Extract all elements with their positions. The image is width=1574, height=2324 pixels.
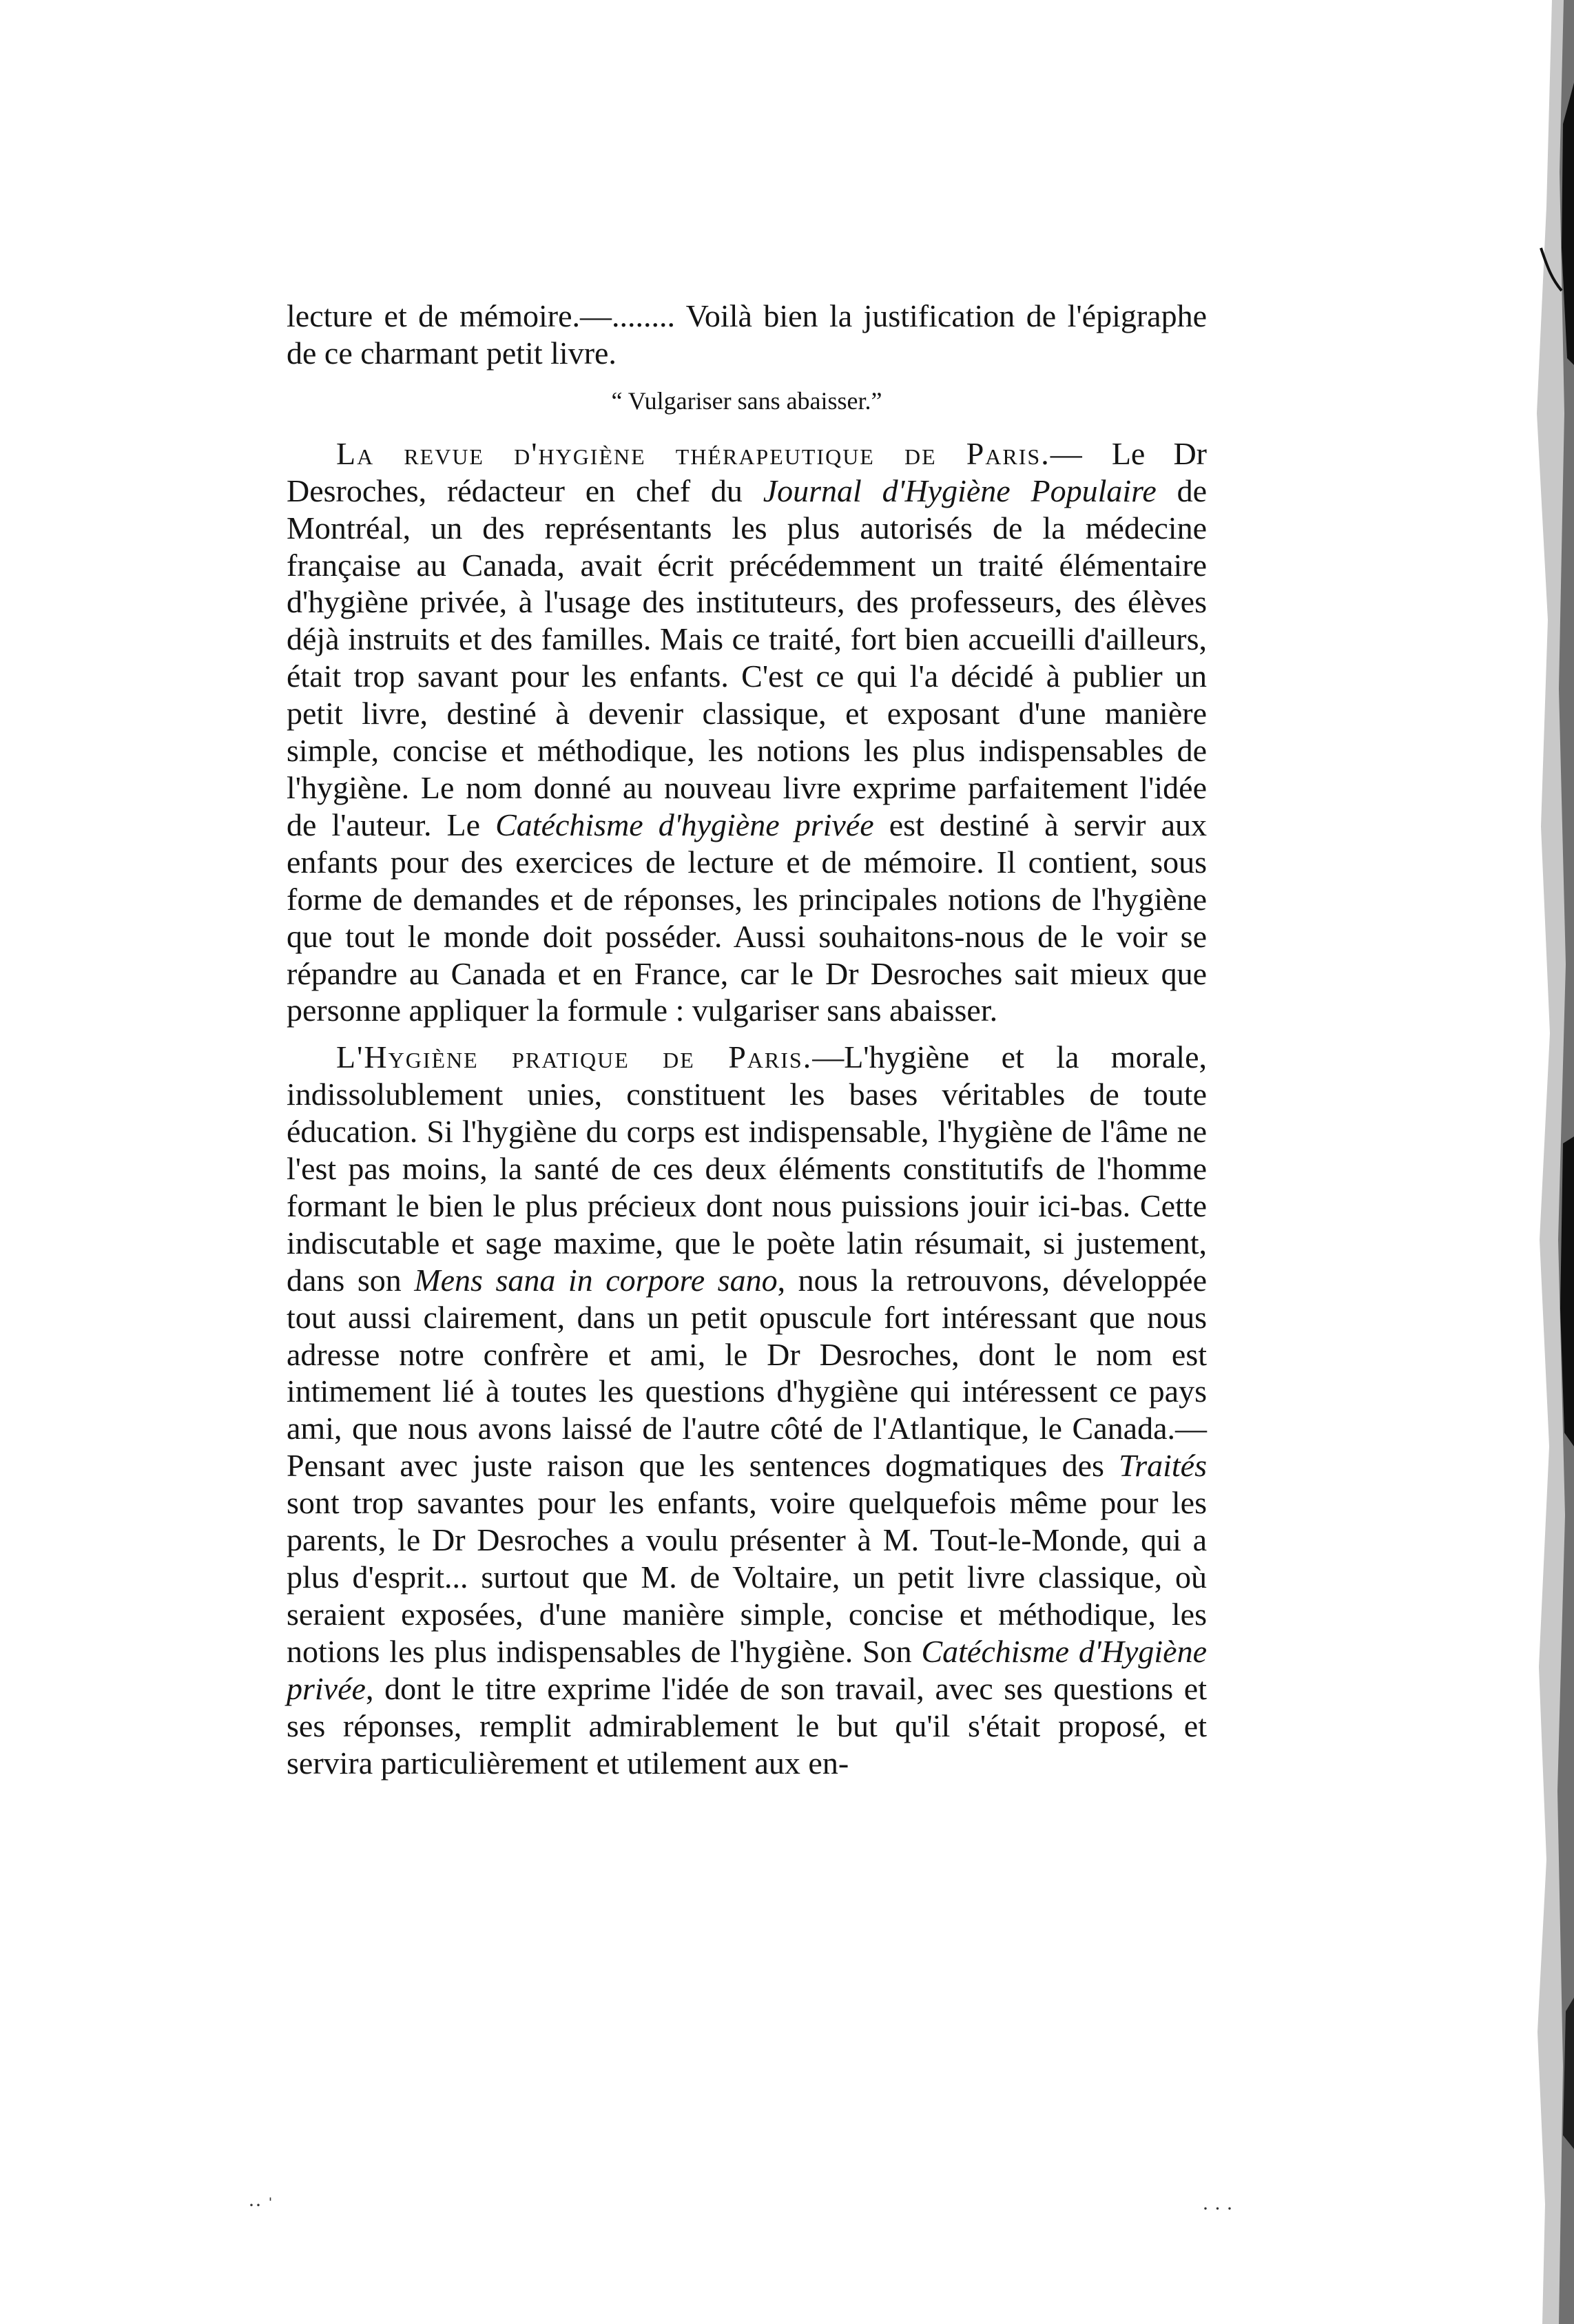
paragraph-3-heading: L'Hygiène pratique de Paris. (336, 1039, 813, 1075)
paragraph-3-italic-1: Mens sana in corpore sano (414, 1262, 778, 1298)
paragraph-continuation (287, 298, 1207, 372)
epigraph-quote: “ Vulgariser sans abaisser.” (611, 386, 882, 415)
paragraph-1-text: lecture et de mémoire.—........ Voilà bien la justification de l'épigraphe de ce charmant petit livre. (287, 298, 1207, 371)
page-text-column (287, 298, 1207, 1781)
paragraph-3-text-1: —L'hygiène et la morale, indissolublement unies, constituent les bases véritables de toute éducation. Si l'hygiène du corps est indispensable, l'hygiène de l'âme ne l'est pas moins, la santé de ces deux éléments constitutifs de l'homme formant le bien le plus précieux dont nous puissions jouir ici-bas. Cette indiscutable et sage maxime, que le poète latin résumait, si justement, dans son (287, 1039, 1207, 1298)
paragraph-2-heading: La revue d'hygiène thérapeutique de Paris.— (336, 435, 1084, 471)
paragraph-2-text-1: Le Dr Desroches, rédacteur en chef du (287, 435, 1207, 508)
paragraph-3-italic-2: Traités (1119, 1448, 1207, 1484)
bottom-left-mark: ·· ˈ (248, 2194, 274, 2217)
scanned-binding-edge (1471, 0, 1574, 2324)
paragraph-3-text-3: sont trop savantes pour les enfants, voire quelquefois même pour les parents, le Dr Desroches a voulu présenter à M. Tout-le-Monde, qui a plus d'esprit... surtout que M. de Voltaire, un petit livre classique, où seraient exposées, d'une manière simple, concise et méthodique, les notions les plus indispensables de l'hygiène. Son (287, 1485, 1207, 1669)
paragraph-2-text-2: de Montréal, un des représentants les plus autorisés de la médecine française au Canada, avait écrit précédemment un traité élémentaire d'hygiène privée, à l'usage des instituteurs, des professeurs, des élèves déjà instruits et des familles. Mais ce traité, fort bien accueilli d'ailleurs, était trop savant pour les enfants. C'est ce qui l'a décidé à publier un petit livre, destiné à devenir classique, et exposant d'une manière simple, concise et méthodique, les notions les plus indispensables de l'hygiène. Le nom donné au nouveau livre exprime parfaitement l'idée de l'auteur. Le (287, 473, 1208, 842)
paragraph-3-italic-3: Catéchisme d'Hygiène privée (287, 1633, 1207, 1706)
paragraph-2-text-3: est destiné à servir aux enfants pour des exercices de lecture et de mémoire. Il contient, sous forme de demandes et de réponses, les principales notions de l'hygiène que tout le monde doit posséder. Aussi souhaitons-nous de le voir se répandre au Canada et en France, car le Dr Desroches sait mieux que personne appliquer la formule : vulgariser sans abaisser. (287, 807, 1207, 1028)
paragraph-2-italic-2: Catéchisme d'hygiène privée (495, 807, 874, 842)
paragraph-3-text-4: , dont le titre exprime l'idée de son travail, avec ses questions et ses réponses, remplit admirablement le but qu'il s'était proposé, et servira particulièrement et utilement aux en- (287, 1670, 1207, 1781)
paragraph-revue-hygiene (287, 435, 1207, 1030)
paragraph-hygiene-pratique (287, 1039, 1207, 1781)
paragraph-2-italic-1: Journal d'Hygiène Populaire (763, 473, 1157, 508)
bottom-right-mark: · · · (1202, 2197, 1233, 2220)
paragraph-3-text-2: , nous la retrouvons, développée tout aussi clairement, dans un petit opuscule fort intéressant que nous adresse notre confrère et ami, le Dr Desroches, dont le nom est intimement lié à toutes les questions d'hygiène qui intéressent ce pays ami, que nous avons laissé de l'autre côté de l'Atlantique, le Canada.—Pensant avec juste raison que les sentences dogmatiques des (287, 1262, 1207, 1484)
